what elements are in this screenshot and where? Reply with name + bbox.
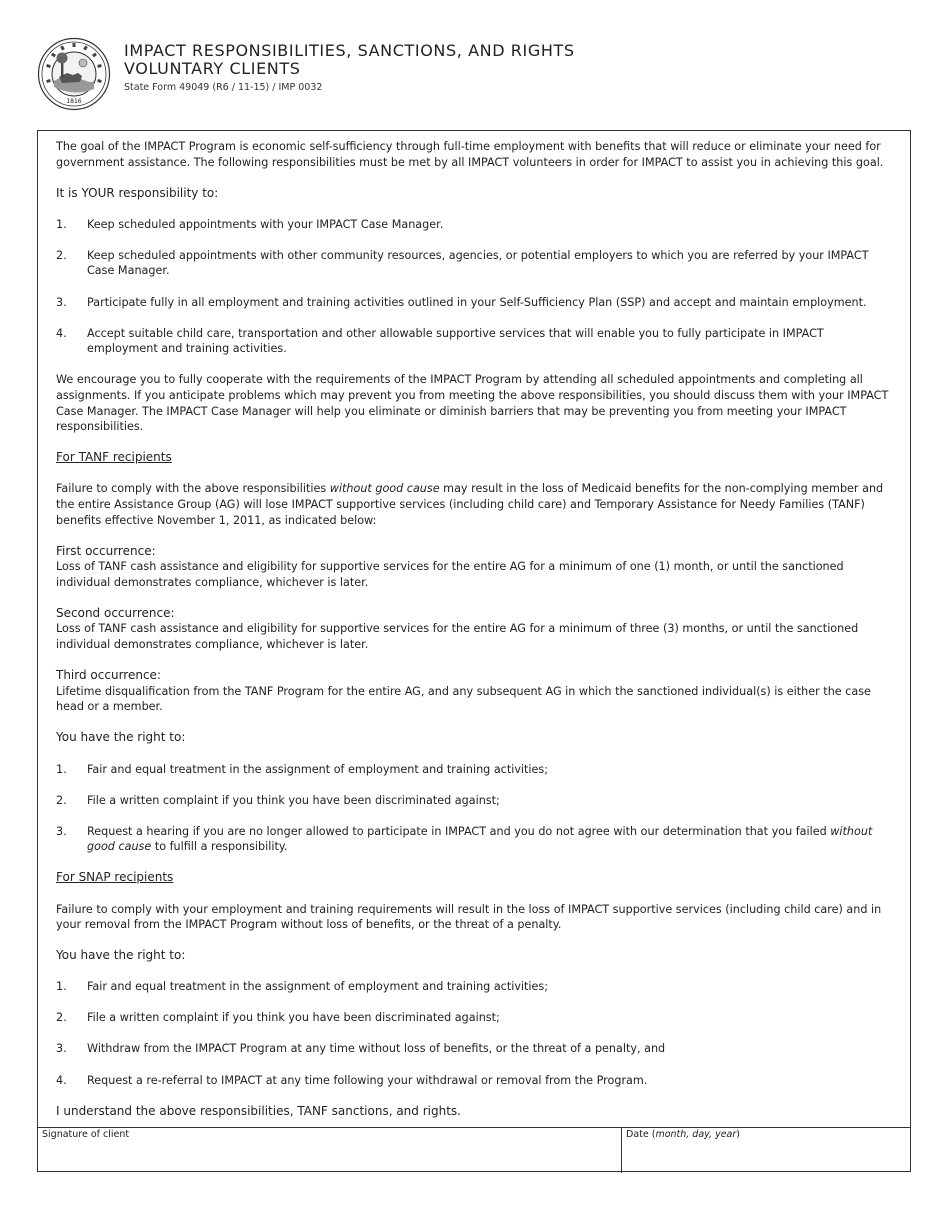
list-item: 1. Fair and equal treatment in the assignment of employment and training activities;: [56, 762, 549, 776]
understand-statement: I understand the above responsibilities, TANF sanctions, and rights.: [56, 1103, 461, 1118]
state-seal-logo: [37, 37, 111, 111]
list-item: 2. File a written complaint if you think you have been discriminated against;: [56, 793, 500, 807]
list-item: 1. Keep scheduled appointments with your IMPACT Case Manager.: [56, 217, 444, 231]
form-title: [124, 42, 575, 78]
second-occurrence: Second occurrence: Loss of TANF cash assistance and eligibility for supportive services for the entire AG for a minimum of three (3) months, or until the sanctioned individual demonstrates compliance, whichever is later.: [56, 605, 859, 652]
svg-text:1816: 1816: [66, 98, 82, 105]
date-field[interactable]: [622, 1128, 910, 1173]
form-title-line1: IMPACT RESPONSIBILITIES, SANCTIONS, AND RIGHTS: [124, 41, 575, 60]
encourage-paragraph: We encourage you to fully cooperate with the requirements of the IMPACT Program by attending all scheduled appointments and completing all assignments. If you anticipate problems which may prevent you from meeting the above responsibilities, you should discuss them with your IMPACT Case Manager. The IMPACT Case Manager will help you eliminate or diminish barriers that may be preventing you from meeting your IMPACT responsibilities.: [56, 373, 889, 434]
snap-rights-heading: You have the right to:: [56, 948, 186, 963]
signature-field[interactable]: [38, 1128, 622, 1173]
signature-label: Signature of client: [42, 1129, 130, 1140]
list-item: 3. Withdraw from the IMPACT Program at any time without loss of benefits, or the threat of a penalty, and: [56, 1042, 666, 1056]
third-occurrence: Third occurrence: Lifetime disqualification from the TANF Program for the entire AG, and any subsequent AG in which the sanctioned individual(s) is either the case head or a member.: [56, 668, 871, 714]
list-item: 3. Participate fully in all employment and training activities outlined in your Self-Sufficiency Plan (SSP) and accept and maintain employment.: [56, 295, 867, 309]
form-id: State Form 49049 (R6 / 11-15) / IMP 0032: [124, 82, 323, 93]
snap-failure-paragraph: Failure to comply with your employment and training requirements will result in the loss of IMPACT supportive services (including child care) and in your removal from the IMPACT Program without loss of benefits, or the threat of a penalty.: [56, 902, 882, 932]
tanf-rights-heading: You have the right to:: [56, 730, 186, 745]
responsibility-heading: It is YOUR responsibility to:: [56, 185, 219, 200]
list-item: 4. Request a re-referral to IMPACT at any time following your withdrawal or removal from the Program.: [56, 1073, 648, 1087]
list-item: 1. Fair and equal treatment in the assignment of employment and training activities;: [56, 980, 549, 994]
list-item: 3. Request a hearing if you are no longer allowed to participate in IMPACT and you do not agree with our determination that you failed without good cause to fulfill a responsibility.: [56, 824, 873, 854]
intro-paragraph: The goal of the IMPACT Program is economic self-sufficiency through full-time employment with benefits that will reduce or eliminate your need for government assistance. The following responsibilities must be met by all IMPACT volunteers in order for IMPACT to assist you in achieving this goal.: [56, 140, 884, 169]
list-item: 2. File a written complaint if you think you have been discriminated against;: [56, 1011, 500, 1025]
tanf-failure-paragraph: Failure to comply with the above responsibilities without good cause may result in the loss of Medicaid benefits for the non-complying member and the entire Assistance Group (AG) will lose IMPACT supportive services (including child care) and Temporary Assistance for Needy Families (TANF) benefits effective November 1, 2011, as indicated below:: [56, 482, 884, 527]
signature-row: [38, 1127, 910, 1173]
form-title-line2: VOLUNTARY CLIENTS: [124, 59, 301, 78]
form-content: [56, 139, 896, 1135]
form-body: [37, 130, 911, 1172]
tanf-heading: For TANF recipients: [56, 450, 172, 465]
snap-heading: For SNAP recipients: [56, 870, 174, 885]
first-occurrence: First occurrence: Loss of TANF cash assistance and eligibility for supportive services for the entire AG for a minimum of one (1) month, or until the sanctioned individual demonstrates compliance, whichever is later.: [56, 543, 844, 589]
date-label: Date (month, day, year): [626, 1129, 740, 1140]
list-item: 2. Keep scheduled appointments with other community resources, agencies, or potential employers to which you are referred by your IMPACT Case Manager.: [56, 248, 869, 278]
list-item: 4. Accept suitable child care, transportation and other allowable supportive services that will enable you to fully participate in IMPACT employment and training activities.: [56, 326, 824, 356]
